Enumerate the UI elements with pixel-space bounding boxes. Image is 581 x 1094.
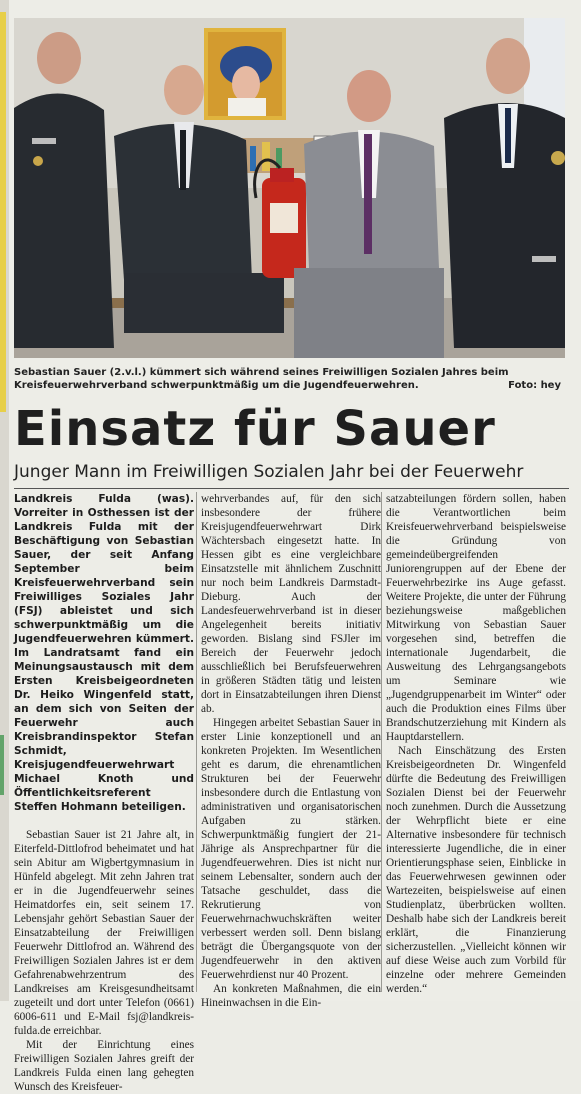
column-divider <box>196 492 197 992</box>
paragraph: Nach Einschätzung des Ersten Kreisbeigeordneten Dr. Wingenfeld dürfte die Bedeutung des Freiwilligen Sozialen Dienst bei der Feuerwehr noch zunehmen. Durch die Aussetzung der Wehrpflicht biete er eine Alternative insbesondere für technisch interessierte Jugendliche, die in einer Orientierungsphase seien, Einblicke in das Feuerwehrwesen gewinnen oder Wartezeiten, beispielsweise auf einen Studienplatz, überbrücken wollten. Deshalb habe sich der Landkreis bereit erklärt, die Finanzierung sicherzustellen. „Vielleicht können wir auf diese Weise auch zum Vorbild für einzelne oder mehrere Gemeinden werden.“ <box>386 745 566 995</box>
article-headline: Einsatz für Sauer <box>14 401 496 457</box>
page-margin-strip <box>0 0 9 1001</box>
paragraph: wehrverbandes auf, für den sich insbesondere der frühere Kreisjugendfeuerwehrwart Dirk Wächtersbach eingesetzt hatte. In Hessen gibt es eine vergleichbare Einsatzstelle mit ähnlichem Zuschnitt nur noch beim Landkreis Darmstadt-Dieburg. Auch der Landesfeuerwehrverband ist in dieser Angelegenheit bereits initiativ geworden. Bislang sind FSJler im Bereich der Feuerwehr jedoch ausschließlich bei Berufsfeuerwehren in größeren Städten tätig und leisten dort in Einsatzabteilungen ihren Dienst ab. <box>201 493 381 715</box>
photo-caption: Sebastian Sauer (2.v.l.) kümmert sich während seines Freiwilligen Sozialen Jahres beim Kreisfeuerwehrverband schwerpunktmäßig um die Jugendfeuerwehren. <box>14 367 509 391</box>
headline-rule <box>14 488 569 489</box>
photo-credit: Foto: hey <box>508 380 561 391</box>
paragraph: Sebastian Sauer ist 21 Jahre alt, in Eiterfeld-Dittlofrod beheimatet und hat sein Abitur am Wigbertgymnasium in Hünfeld abgelegt. Mit zehn Jahren trat er in die Jugendfeuerwehr seines Heimatdorfes ein, seit seinem 17. Lebensjahr gehört Sebastian Sauer der Einsatzabteilung der Freiwilligen Feuerwehr Dittlofrod an. Während des Freiwilligen Sozialen Jahres ist er dem Gefahrenabwehrzentrum des Landkreises am Kreisgesundheitsamt zugeteilt und dort unter Telefon (0661) 6006-611 und E-Mail fsj@landkreis-fulda.de erreichbar. <box>14 829 194 1037</box>
paragraph: Mit der Einrichtung eines Freiwilligen Sozialen Jahres greift der Landkreis Fulda einen lang gehegten Wunsch des Kreisfeuer- <box>14 1039 194 1093</box>
margin-highlight-green <box>0 735 4 795</box>
paragraph: Hingegen arbeitet Sebastian Sauer in erster Linie konzeptionell und an konkreten Projekten. Im Wesentlichen geht es darum, die ehrenamtlichen Strukturen bei der Feuerwehr insbesondere durch die Entlastung von administrativen und organisatorischen Aufgaben zu stärken. Schwerpunktmäßig fungiert der 21-Jährige als Ansprechpartner für die Jugendfeuerwehren. Dies ist nicht nur seinem Lebensalter, sondern auch der Tatsache geschuldet, dass die Rekrutierung von Feuerwehrnachwuchskräften weiter verbessert werden soll. Denn bislang beträgt die Übergangsquote von der Jugendfeuerwehr in den aktiven Feuerwehrdienst nur 40 Prozent. <box>201 717 381 981</box>
paragraph: satzabteilungen fördern sollen, haben die Verantwortlichen beim Kreisfeuerwehrverband beispielsweise die Gründung von gemeindeübergreifenden Juniorengruppen auf der Ebene der Feuerwehrbezirke ins Auge gefasst. Weitere Projekte, die unter der Führung beziehungsweise maßgeblichen Mitwirkung von Sebastian Sauer vorgesehen sind, betreffen die internationale Jugendarbeit, die Ausweitung des Lehrgangsangebots um Seminare wie „Jugendgruppenarbeit im Winter“ oder auch die Produktion eines Films über Brandschutzerziehung mit Kindern als Hauptdarstellern. <box>386 493 566 743</box>
margin-highlight-yellow <box>0 12 6 412</box>
article-lead: Landkreis Fulda (was). Vorreiter in Osthessen ist der Landkreis Fulda mit der Beschäftigung von Sebastian Sauer, der seit Anfang September beim Kreisfeuerwehrverband sein Freiwilliges Soziales Jahr (FSJ) ableistet und sich schwerpunktmäßig um die Jugendfeuerwehren kümmert. Im Landratsamt fand ein Meinungsaustausch mit dem Ersten Kreisbeigeordneten Dr. Heiko Wingenfeld statt, an dem sich von Seiten der Feuerwehr auch Kreisbrandinspektor Stefan Schmidt, Kreisjugendfeuerwehrwart Michael Knoth und Öffentlichkeitsreferent Steffen Hohmann beteiligen. <box>14 493 194 813</box>
paragraph: An konkreten Maßnahmen, die ein Hineinwachsen in die Ein- <box>201 983 381 1009</box>
photo-illustration <box>14 18 565 358</box>
article-photo <box>14 18 565 358</box>
article-column-1 <box>14 492 194 1094</box>
article-column-3 <box>386 492 566 996</box>
article-subheadline: Junger Mann im Freiwilligen Sozialen Jahr bei der Feuerwehr <box>14 462 524 482</box>
article-column-2 <box>201 492 381 1010</box>
photo-caption-block <box>14 366 565 392</box>
column-divider <box>381 492 382 992</box>
